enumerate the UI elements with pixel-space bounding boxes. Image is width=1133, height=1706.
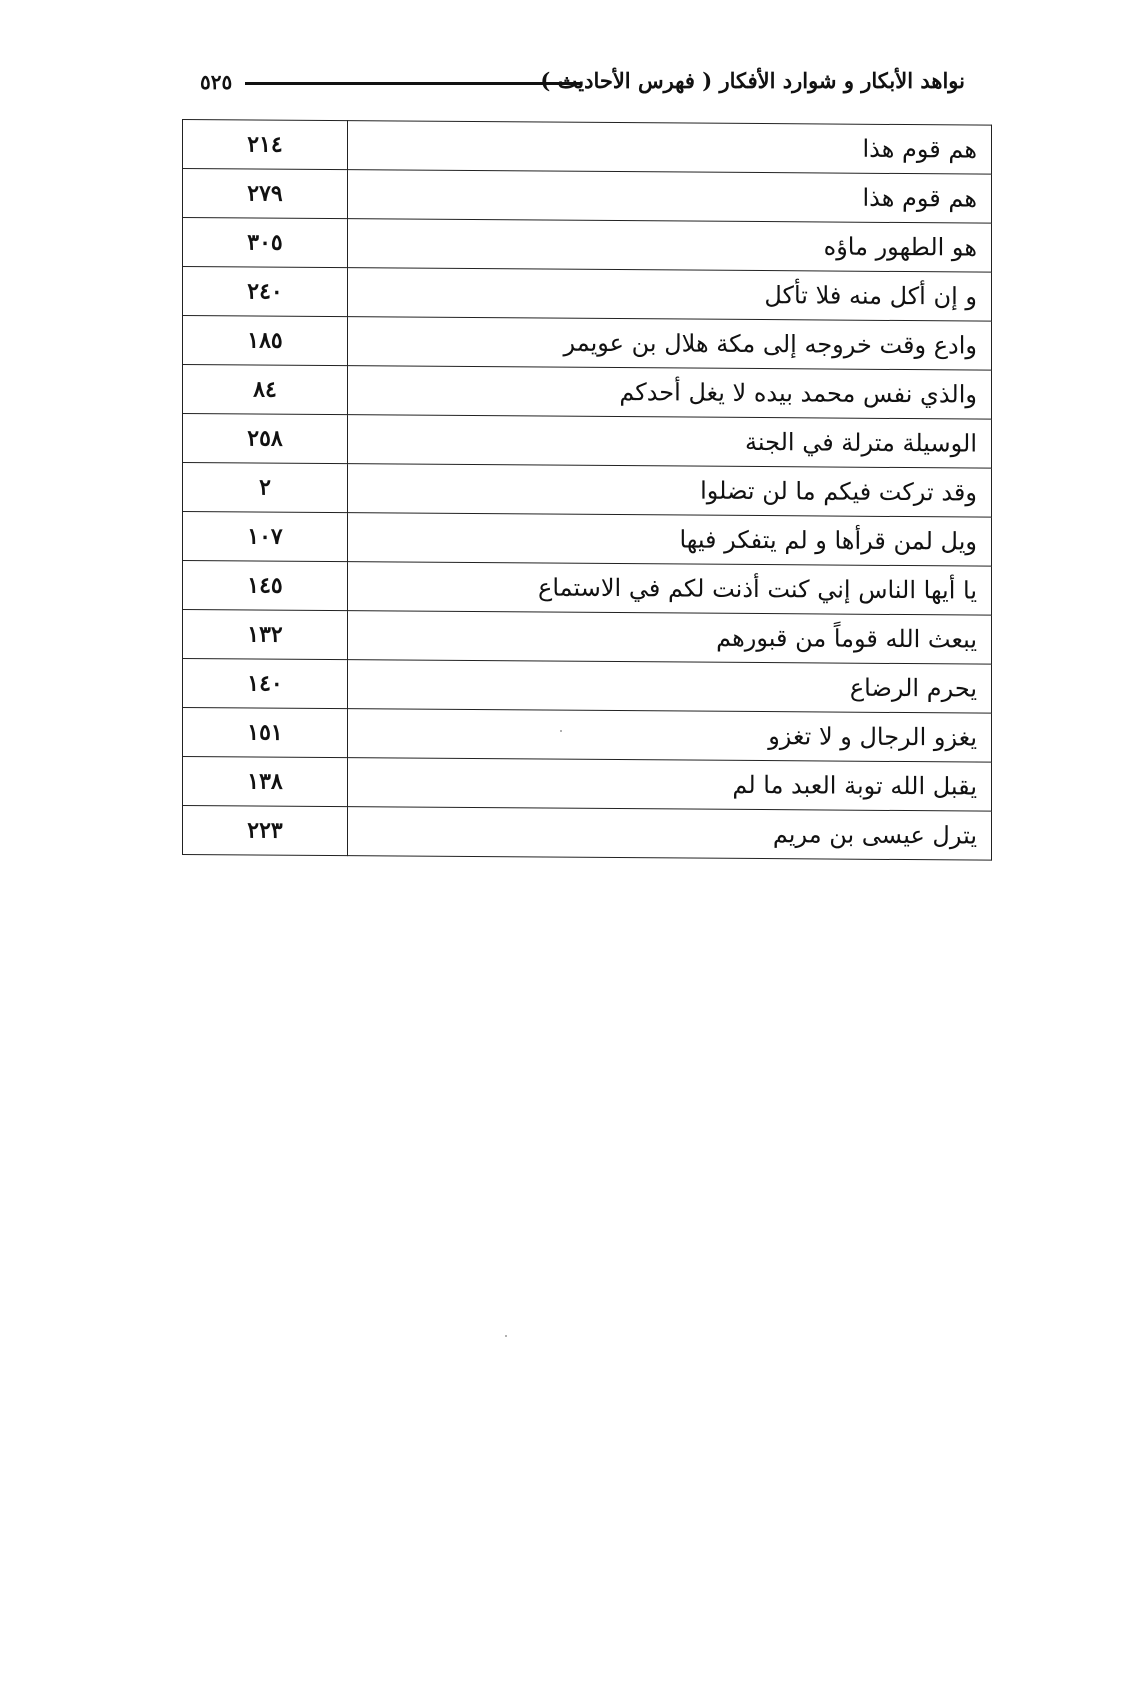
- page-number-cell: ٢٤٠: [183, 267, 348, 317]
- hadith-text-cell: يغزو الرجال و لا تغزو: [348, 709, 992, 762]
- hadith-text-cell: وادع وقت خروجه إلى مكة هلال بن عويمر: [348, 317, 992, 370]
- index-row: [183, 757, 992, 812]
- hadith-text-cell: وقد تركت فيكم ما لن تضلوا: [348, 464, 992, 517]
- index-row: [183, 169, 992, 224]
- index-row: [183, 561, 992, 616]
- index-row: [183, 659, 992, 714]
- index-row: [183, 316, 992, 371]
- hadith-index-table: [182, 119, 992, 861]
- index-row: [183, 267, 992, 322]
- page-number-cell: ٨٤: [183, 365, 348, 415]
- page-number-cell: ٢٧٩: [183, 169, 348, 219]
- page-number-cell: ١٤٠: [183, 659, 348, 709]
- page-number-cell: ٢١٤: [183, 120, 348, 170]
- hadith-text-cell: هو الطهور ماؤه: [348, 219, 992, 272]
- index-row: [183, 806, 992, 861]
- hadith-text-cell: يبعث الله قوماً من قبورهم: [348, 611, 992, 664]
- page-number-cell: ٢٥٨: [183, 414, 348, 464]
- scan-speck: [505, 1335, 507, 1337]
- running-title: نواهد الأبكار و شوارد الأفكار ( فهرس الأحاديث ): [540, 68, 965, 93]
- hadith-text-cell: هم قوم هذا: [348, 121, 992, 174]
- hadith-text-cell: ويل لمن قرأها و لم يتفكر فيها: [348, 513, 992, 566]
- index-row: [183, 218, 992, 273]
- page-number-cell: ١٨٥: [183, 316, 348, 366]
- page-number-cell: ١٠٧: [183, 512, 348, 562]
- hadith-text-cell: يقبل الله توبة العبد ما لم: [348, 758, 992, 811]
- hadith-text-cell: و إن أكل منه فلا تأكل: [348, 268, 992, 321]
- index-row: [183, 708, 992, 763]
- page-number-cell: ٢: [183, 463, 348, 513]
- index-row: [183, 512, 992, 567]
- hadith-text-cell: يا أيها الناس إني كنت أذنت لكم في الاستماع: [348, 562, 992, 615]
- hadith-text-cell: والذي نفس محمد بيده لا يغل أحدكم: [348, 366, 992, 419]
- page-header: [195, 68, 965, 98]
- index-row: [183, 414, 992, 469]
- page-number-cell: ١٤٥: [183, 561, 348, 611]
- page-number: ٥٢٥: [200, 70, 233, 94]
- index-row: [183, 463, 992, 518]
- scan-speck: [560, 730, 562, 732]
- hadith-index-body: [183, 120, 992, 861]
- index-row: [183, 365, 992, 420]
- hadith-text-cell: هم قوم هذا: [348, 170, 992, 223]
- index-row: [183, 610, 992, 665]
- hadith-text-cell: يحرم الرضاع: [348, 660, 992, 713]
- hadith-text-cell: يترل عيسى بن مريم: [348, 807, 992, 860]
- page-number-cell: ٣٠٥: [183, 218, 348, 268]
- header-rule: [245, 82, 580, 85]
- page-number-cell: ١٣٨: [183, 757, 348, 807]
- page-number-cell: ٢٢٣: [183, 806, 348, 856]
- page-number-cell: ١٥١: [183, 708, 348, 758]
- index-row: [183, 120, 992, 175]
- hadith-text-cell: الوسيلة مترلة في الجنة: [348, 415, 992, 468]
- page-number-cell: ١٣٢: [183, 610, 348, 660]
